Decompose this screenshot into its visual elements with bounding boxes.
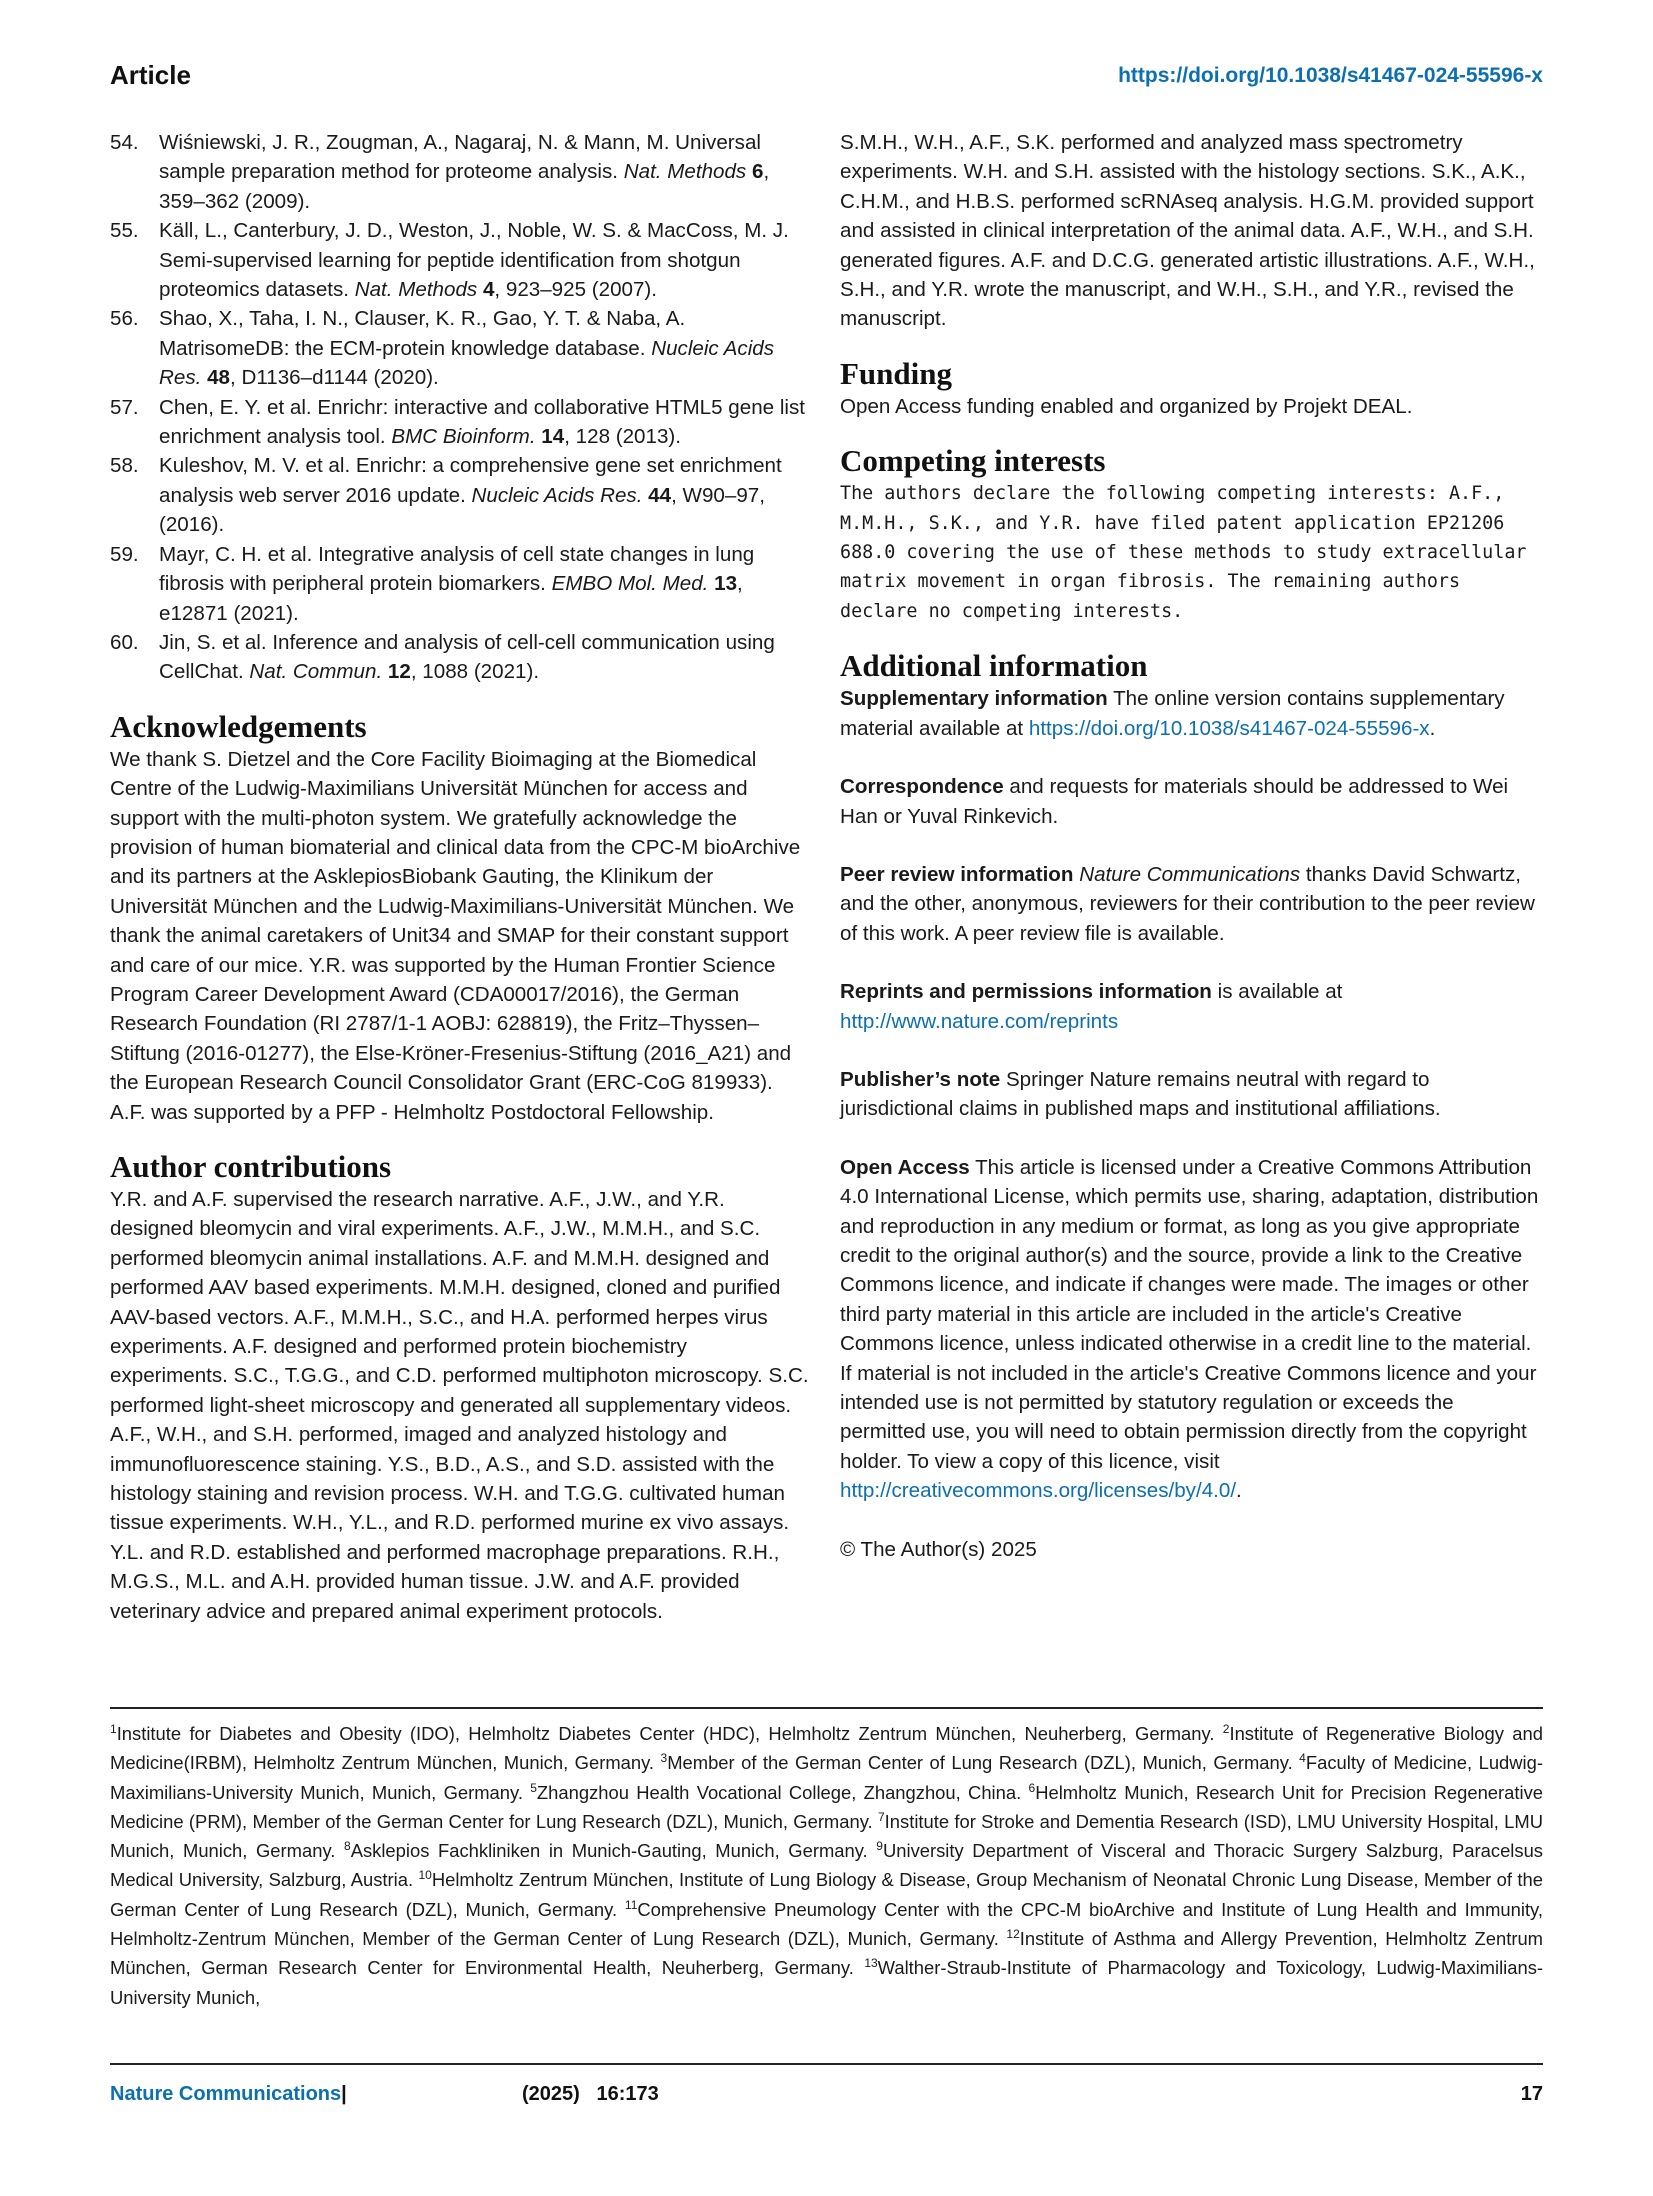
- article-type-label: Article: [110, 60, 191, 90]
- journal-name: Nat. Methods: [354, 278, 478, 302]
- license-link[interactable]: http://creativecommons.org/licenses/by/4.0/: [840, 1479, 1237, 1503]
- correspondence-label: Correspondence: [840, 775, 1004, 799]
- reference-number: 58.: [110, 454, 139, 478]
- footer-citation: (2025) 16:173: [522, 2083, 659, 2105]
- competing-interests-text: The authors declare the following competing interests: A.F., M.M.H., S.K., and Y.R. have filed patent application EP21206 688.0 covering the use of these methods to study extracellular matrix movement in organ fibrosis. The remaining authors declare no competing interests.: [840, 483, 1527, 622]
- acknowledgements-text: We thank S. Dietzel and the Core Facility Bioimaging at the Biomedical Centre of the Ludwig-Maximilians Universität München for access and support with the multi-photon system. We gratefully acknowledge the provision of human biomaterial and clinical data from the CPC-M bioArchive and its partners at the AsklepiosBiobank Gauting, the Klinikum der Universität München and the Ludwig-Maximilians-Universität München. We thank the animal caretakers of Unit34 and SMAP for their constant support and care of our mice. Y.R. was supported by the Human Frontier Science Program Career Development Award (CDA00017/2016), the German Research Foundation (RI 2787/1-1 AOBJ: 628819), the Fritz–Thyssen–Stiftung (2016-01277), the Else-Kröner-Fresenius-Stiftung (2016_A21) and the European Research Council Consolidator Grant (ERC-CoG 819933). A.F. was supported by a PFP - Helmholtz Postdoctoral Fellowship.: [110, 747, 801, 1124]
- affiliations: $^1$Institute for Diabetes and Obesity (IDO), Helmholtz Diabetes Center (HDC), Helmholtz Zentrum München, Neuherberg, Germany. $^2$Institute of Regenerative Biology and Medicine(IRBM), Helmholtz Zentrum München, Munich, Germany. $^3$Member of the German Center of Lung Research (DZL), Munich, Germany. $^4$Faculty of Medicine, Ludwig-Maximilians-University Munich, Munich, Germany. $^5$Zhangzhou Health Vocational College, Zhangzhou, China. $^6$Helmholtz Munich, Research Unit for Precision Regenerative Medicine (PRM), Member of the German Center for Lung Research (DZL), Munich, Germany. $^7$Institute for Stroke and Dementia Research (ISD), LMU University Hospital, LMU Munich, Munich, Germany. $^8$Asklepios Fachkliniken in Munich-Gauting, Munich, Germany. $^9$University Department of Visceral and Thoracic Surgery Salzburg, Paracelsus Medical University, Salzburg, Austria. $^{10}$Helmholtz Zentrum München, Institute of Lung Biology & Disease, Group Mechanism of Neonatal Chronic Lung Disease, Member of the German Center of Lung Research (DZL), Munich, Germany. $^{11}$Comprehensive Pneumology Center with the CPC-M bioArchive and Institute of Lung Health and Immunity, Helmholtz-Zentrum München, Member of the German Center of Lung Research (DZL), Munich, Germany. $^{12}$Institute of Asthma and Allergy Prevention, Helmholtz Zentrum München, German Research Center for Environmental Health, Neuherberg, Germany. $^{13}$Walther-Straub-Institute of Pharmacology and Toxicology, Ludwig-Maximilians-University Munich,: [110, 1707, 1543, 2012]
- volume: 6: [751, 160, 764, 184]
- volume: 44: [648, 483, 672, 507]
- reference-item: 54. Wiśniewski, J. R., Zougman, A., Nagaraj, N. & Mann, M. Universal sample preparation method for proteome analysis. Nat. Methods 6, 359–362 (2009).: [110, 128, 810, 216]
- volume: 48: [207, 366, 231, 390]
- journal-name: Nucleic Acids Res.: [471, 483, 643, 507]
- copyright-notice: © The Author(s) 2025: [840, 1537, 1037, 1561]
- journal-name: Nat. Methods: [623, 160, 747, 184]
- reprints-label: Reprints and permissions information: [840, 980, 1212, 1004]
- publishers-note-label: Publisher’s note: [840, 1067, 1001, 1091]
- volume: 13: [714, 572, 738, 596]
- reference-number: 54.: [110, 131, 139, 154]
- reference-item: 59. Mayr, C. H. et al. Integrative analysis of cell state changes in lung fibrosis with peripheral protein biomarkers. EMBO Mol. Med. 13, e12871 (2021).: [110, 540, 810, 628]
- reference-item: 56. Shao, X., Taha, I. N., Clauser, K. R., Gao, Y. T. & Naba, A. MatrisomeDB: the ECM-protein knowledge database. Nucleic Acids Res. 48, D1136–d1144 (2020).: [110, 304, 810, 392]
- journal-name: BMC Bioinform.: [391, 425, 536, 449]
- supplementary-label: Supplementary information: [840, 687, 1108, 711]
- page-footer: [110, 2063, 1543, 2105]
- volume: 12: [387, 660, 411, 684]
- additional-information-heading: Additional information: [840, 648, 1148, 684]
- reference-number: 55.: [110, 219, 139, 243]
- publishers-note: Publisher’s note Springer Nature remains neutral with regard to jurisdictional claims in published maps and institutional affiliations.: [840, 1067, 1441, 1121]
- peer-review-label: Peer review information: [840, 862, 1074, 886]
- journal-name: Nucleic Acids Res.: [159, 336, 775, 390]
- acknowledgements-heading: Acknowledgements: [110, 708, 367, 744]
- reference-number: 60.: [110, 630, 139, 654]
- author-contributions-continued: S.M.H., W.H., A.F., S.K. performed and analyzed mass spectrometry experiments. W.H. and S.H. assisted with the histology sections. S.K., A.K., C.H.M., and H.B.S. performed scRNAseq analysis. H.G.M. provided support and assisted in clinical interpretation of the animal data. A.F., W.H., and S.H. generated figures. A.F. and D.C.G. generated artistic illustrations. A.F., W.H., S.H., and Y.R. wrote the manuscript, and W.H., S.H., and Y.R., revised the manuscript.: [840, 131, 1535, 331]
- reference-list: [110, 128, 810, 687]
- reference-number: 57.: [110, 395, 139, 419]
- volume: 14: [541, 425, 565, 449]
- reference-number: 56.: [110, 307, 139, 331]
- author-contributions-text: Y.R. and A.F. supervised the research narrative. A.F., J.W., and Y.R. designed bleomycin and viral experiments. A.F., J.W., M.M.H., and S.C. performed bleomycin animal installations. A.F. and M.M.H. designed and performed AAV based experiments. M.M.H. designed, cloned and purified AAV-based vectors. A.F., M.M.H., S.C., and H.A. performed herpes virus experiments. A.F. designed and performed protein biochemistry experiments. S.C., T.G.G., and C.D. performed multiphoton microscopy. S.C. performed light-sheet microscopy and generated all supplementary videos. A.F., W.H., and S.H. performed, imaged and analyzed histology and immunofluorescence staining. Y.S., B.D., A.S., and S.D. assisted with the histology staining and revision process. W.H. and T.G.G. cultivated human tissue experiments. W.H., Y.L., and R.D. performed murine ex vivo assays. Y.L. and R.D. established and performed macrophage preparations. R.H., M.G.S., M.L. and A.H. provided human tissue. J.W. and A.F. provided veterinary advice and prepared animal experiment protocols.: [110, 1188, 809, 1623]
- journal-name: Nat. Commun.: [249, 660, 383, 684]
- supplementary-information: Supplementary information The online version contains supplementary material available at https://doi.org/10.1038/s41467-024-55596-x.: [840, 687, 1505, 740]
- peer-review-information: Peer review information Nature Communications thanks David Schwartz, and the other, anonymous, reviewers for their contribution to the peer review of this work. A peer review file is available.: [840, 862, 1535, 945]
- funding-text: Open Access funding enabled and organized by Projekt DEAL.: [840, 394, 1413, 418]
- supplementary-link[interactable]: https://doi.org/10.1038/s41467-024-55596-x: [1028, 716, 1430, 740]
- author-contributions-heading: Author contributions: [110, 1149, 392, 1184]
- volume: 4: [482, 278, 495, 302]
- competing-interests-heading: Competing interests: [840, 443, 1106, 479]
- reference-item: 57. Chen, E. Y. et al. Enrichr: interactive and collaborative HTML5 gene list enrichment analysis tool. BMC Bioinform. 14, 128 (2013).: [110, 393, 810, 452]
- open-access-statement: Open Access This article is licensed under a Creative Commons Attribution 4.0 International License, which permits use, sharing, adaptation, distribution and reproduction in any medium or format, as long as you give appropriate credit to the original author(s) and the source, provide a link to the Creative Commons licence, and indicate if changes were made. The images or other third party material in this article are included in the article's Creative Commons licence, unless indicated otherwise in a credit line to the material. If material is not included in the article's Creative Commons licence and your intended use is not permitted by statutory regulation or exceeds the permitted use, you will need to obtain permission directly from the copyright holder. To view a copy of this licence, visit http://creativecommons.org/licenses/by/4.0/.: [840, 1155, 1539, 1503]
- page-number: 17: [1520, 2083, 1543, 2105]
- page-header: [110, 60, 1543, 96]
- open-access-label: Open Access: [840, 1155, 970, 1179]
- reprints-information: Reprints and permissions information is available at http://www.nature.com/reprints: [840, 980, 1343, 1033]
- reference-number: 59.: [110, 542, 139, 566]
- correspondence: Correspondence and requests for materials should be addressed to Wei Han or Yuval Rinkevich.: [840, 775, 1509, 828]
- reference-item: 58. Kuleshov, M. V. et al. Enrichr: a comprehensive gene set enrichment analysis web server 2016 update. Nucleic Acids Res. 44, W90–97, (2016).: [110, 451, 810, 539]
- reprints-link[interactable]: http://www.nature.com/reprints: [840, 1009, 1119, 1033]
- journal-name: Nature Communications: [1079, 862, 1301, 886]
- footer-journal-name[interactable]: Nature Communications|: [110, 2083, 347, 2105]
- reference-item: 60. Jin, S. et al. Inference and analysis of cell-cell communication using CellChat. Nat. Commun. 12, 1088 (2021).: [110, 628, 810, 687]
- left-column: [110, 128, 810, 1626]
- doi-link[interactable]: https://doi.org/10.1038/s41467-024-55596-x: [1118, 64, 1543, 87]
- right-column: [840, 128, 1543, 1564]
- reference-item: 55. Käll, L., Canterbury, J. D., Weston, J., Noble, W. S. & MacCoss, M. J. Semi-supervised learning for peptide identification from shotgun proteomics datasets. Nat. Methods 4, 923–925 (2007).: [110, 216, 810, 304]
- journal-name: EMBO Mol. Med.: [551, 572, 709, 596]
- funding-heading: Funding: [840, 355, 953, 391]
